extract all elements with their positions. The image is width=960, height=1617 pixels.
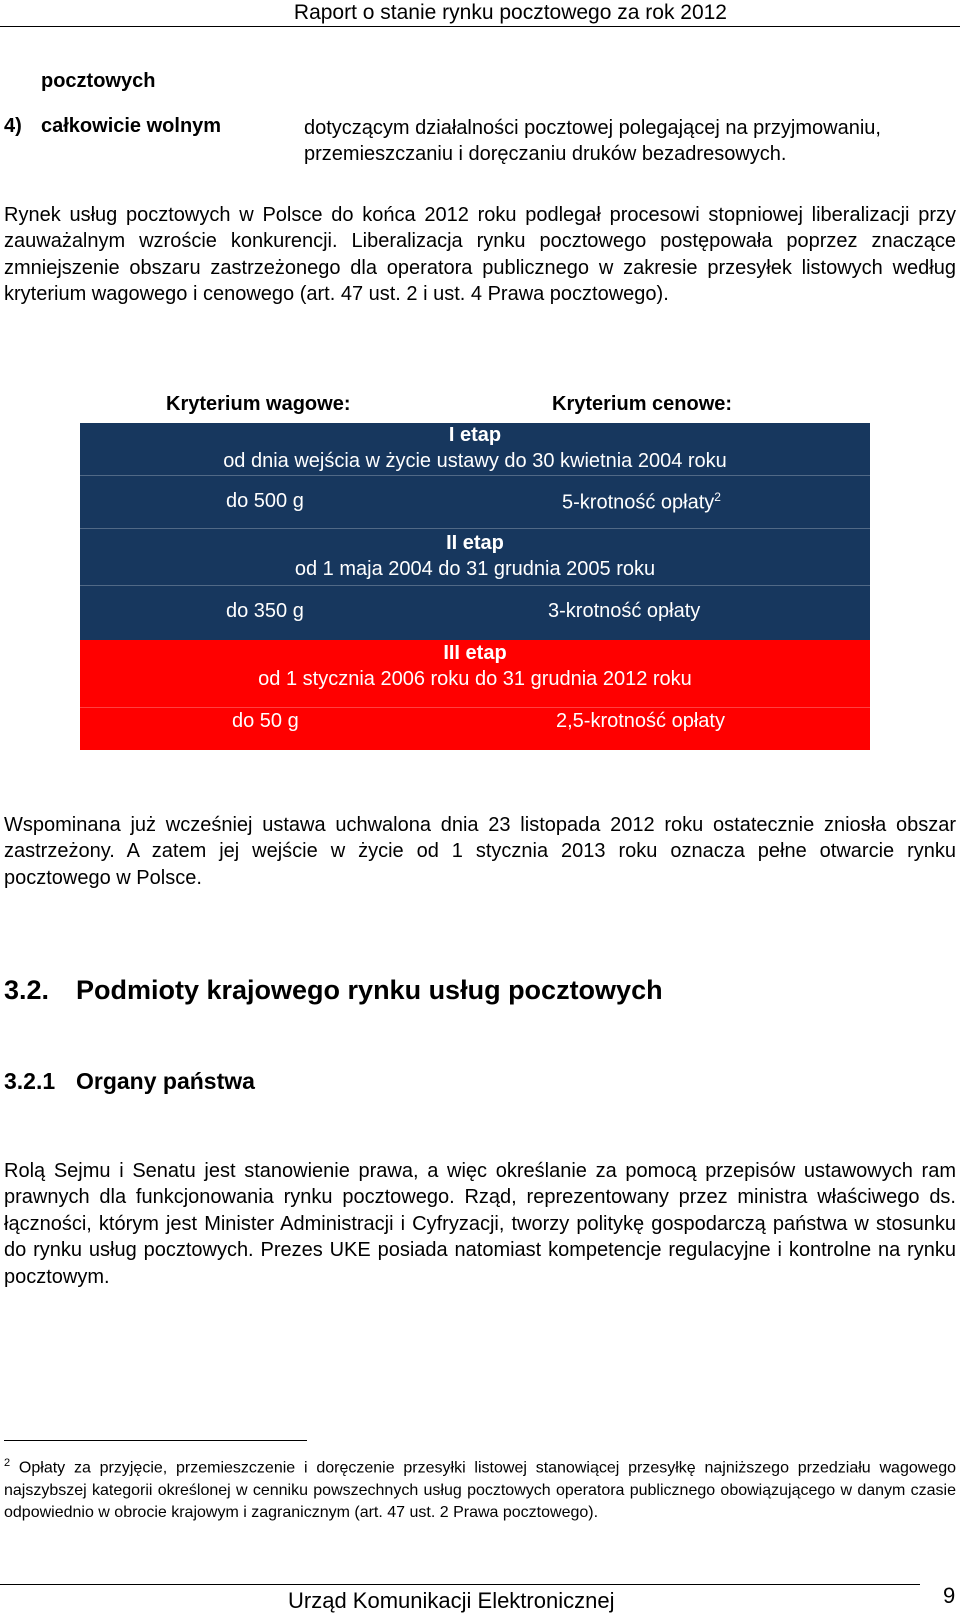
footer-institution: Urząd Komunikacji Elektronicznej — [288, 1588, 615, 1613]
footnote-mark: 2 — [4, 1457, 11, 1469]
stage-3-name: III etap — [443, 642, 507, 664]
continued-heading: pocztowych — [41, 70, 156, 92]
stage-1-price — [562, 490, 721, 515]
stage-3-period: od 1 stycznia 2006 roku do 31 grudnia 2012 roku — [258, 668, 692, 690]
list-item-description: dotyczącym działalności pocztowej polegającej na przyjmowaniu, przemieszczaniu i doręczaniu druków bezadresowych. — [304, 117, 881, 166]
stage-divider — [80, 528, 870, 529]
liberalization-paragraph: Rynek usług pocztowych w Polsce do końca 2012 roku podlegał procesowi stopniowej liberalizacji przy zauważalnym wzroście konkurencji. Liberalizacja rynku pocztowego postępowała poprzez znaczące zmniejszenie obszaru zastrzeżonego dla operatora publicznego w zakresie przesyłek listowych według kryterium wagowego i cenowego (art. 47 ust. 2 i ust. 4 Prawa pocztowego). — [4, 204, 956, 306]
stage-1-weight: do 500 g — [226, 490, 304, 512]
footnote-text: Opłaty za przyjęcie, przemieszczenie i doręczenie przesyłki listowej stanowiącej przesyłkę najniższego przedziału wagowego najszybszej kategorii określonej w cenniku powszechnych usług pocztowych operatora publicznego obowiązującego w danym czasie odpowiednio w obrocie krajowym i zagranicznym (art. 47 ust. 2 Prawa pocztowego). — [4, 1459, 956, 1522]
subsection-title: Organy państwa — [76, 1068, 255, 1094]
footnote-divider — [4, 1440, 307, 1441]
weight-criterion-header: Kryterium wagowe: — [166, 393, 351, 415]
subsection-number: 3.2.1 — [4, 1068, 56, 1094]
state-organs-paragraph: Rolą Sejmu i Senatu jest stanowienie prawa, a więc określanie za pomocą przepisów ustawowych ram prawnych dla funkcjonowania rynku pocztowego. Rząd, reprezentowany przez ministra właściwego ds. łączności, którym jest Minister Administracji i Cyfryzacji, tworzy politykę gospodarczą państwa w stosunku do rynku usług pocztowych. Prezes UKE posiada natomiast kompetencje regulacyjne i kontrolne na rynku pocztowym. — [4, 1160, 956, 1288]
stage-2-period: od 1 maja 2004 do 31 grudnia 2005 roku — [294, 558, 656, 580]
running-header-title: Raport o stanie rynku pocztowego za rok 2012 — [293, 1, 727, 24]
stage-2-name: II etap — [446, 532, 504, 554]
stage-2-weight: do 350 g — [226, 600, 304, 622]
header-divider — [0, 26, 960, 27]
footer-divider — [0, 1584, 920, 1585]
list-item-term: całkowicie wolnym — [41, 115, 222, 137]
stage-divider — [80, 585, 870, 586]
stage-divider — [80, 475, 870, 476]
stage-1-price-text: 5-krotność opłaty — [562, 491, 715, 514]
stage-1-period: od dnia wejścia w życie ustawy do 30 kwietnia 2004 roku — [223, 450, 727, 472]
stage-divider — [80, 707, 870, 708]
stage-2-price: 3-krotność opłaty — [548, 600, 701, 622]
stage-1-name: I etap — [448, 424, 502, 446]
abolition-paragraph: Wspominana już wcześniej ustawa uchwalona dnia 23 listopada 2012 roku ostatecznie zniosła obszar zastrzeżony. A zatem jej wejście w życie od 1 stycznia 2013 roku oznacza pełne otwarcie rynku pocztowego w Polsce. — [4, 814, 956, 889]
section-title: Podmioty krajowego rynku usług pocztowych — [76, 975, 663, 1005]
stage-3-weight: do 50 g — [232, 710, 299, 732]
page-number: 9 — [943, 1583, 956, 1608]
stage-3-price: 2,5-krotność opłaty — [556, 710, 725, 732]
list-item-number: 4) — [4, 115, 22, 137]
section-number: 3.2. — [4, 975, 50, 1005]
footnote — [4, 1452, 956, 1525]
footnote-ref: 2 — [714, 490, 721, 504]
price-criterion-header: Kryterium cenowe: — [552, 393, 733, 415]
